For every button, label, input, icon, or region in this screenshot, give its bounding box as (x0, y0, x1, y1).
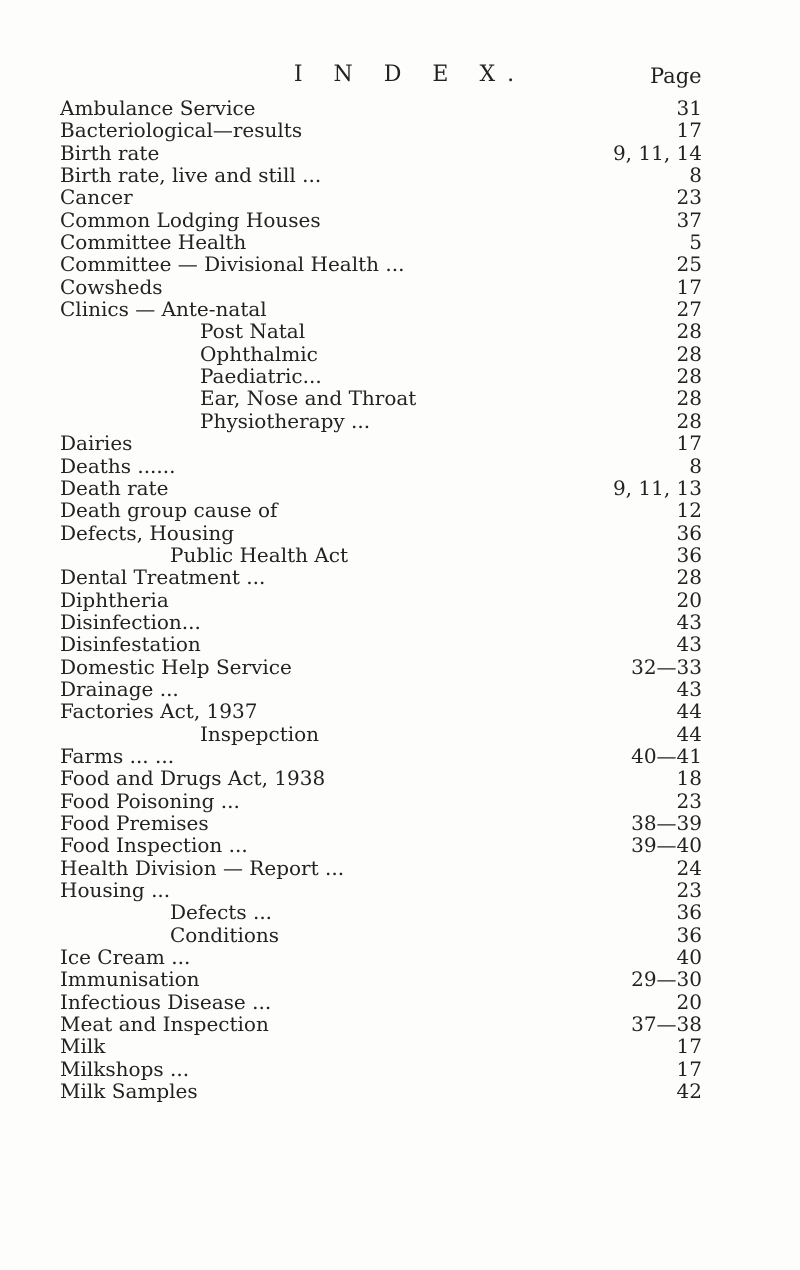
entry-label: Birth rate, live and still ... (60, 163, 322, 188)
entry-page-number: 39—40 (631, 833, 702, 858)
index-entry (60, 320, 710, 342)
entry-label: Milkshops ... (60, 1056, 190, 1081)
entry-label: Committee Health (60, 230, 247, 255)
index-entry (60, 991, 710, 1013)
entry-page-number: 17 (676, 274, 702, 299)
index-title: I N D E X. (293, 62, 527, 87)
index-entry (60, 410, 710, 432)
entry-label: Farms ... ... (60, 743, 175, 768)
entry-page-number: 40—41 (631, 743, 702, 768)
index-entry (60, 142, 710, 164)
index-entry (60, 276, 710, 298)
entry-label: Ambulance Service (60, 96, 256, 120)
entry-page-number: 20 (676, 989, 702, 1014)
entry-page-number: 32—33 (631, 654, 702, 679)
index-entry (60, 968, 710, 990)
entry-label: Housing ... (60, 878, 171, 903)
entry-label: Death rate (60, 475, 169, 500)
entry-page-number: 12 (676, 498, 702, 523)
entry-page-number: 28 (676, 386, 702, 411)
entry-page-number: 38—39 (631, 811, 702, 835)
index-entry (60, 812, 710, 834)
index-entry (60, 164, 710, 186)
index-entry (60, 544, 710, 566)
entry-label: Committee — Divisional Health ... (60, 252, 405, 277)
entry-page-number: 5 (689, 230, 702, 255)
entry-label: Conditions (170, 922, 280, 947)
entry-label: Post Natal (200, 319, 306, 344)
index-entry (60, 1035, 710, 1057)
index-entry (60, 1013, 710, 1035)
entry-label: Dental Treatment ... (60, 565, 266, 590)
entry-label: Drainage ... (60, 676, 179, 701)
index-entry (60, 767, 710, 789)
entry-label: Inspepction (200, 721, 320, 746)
entry-label: Cancer (60, 185, 133, 210)
page-column-heading: Page (650, 64, 702, 88)
index-entry (60, 1058, 710, 1080)
entry-page-number: 36 (676, 900, 702, 925)
entry-label: Death group cause of (60, 498, 278, 523)
entry-page-number: 43 (676, 676, 702, 701)
entry-label: Food Poisoning ... (60, 788, 240, 813)
entry-page-number: 40 (676, 945, 702, 970)
entry-page-number: 31 (676, 96, 702, 120)
entry-label: Ear, Nose and Throat (200, 386, 417, 411)
entry-page-number: 25 (676, 252, 702, 277)
entry-page-number: 9, 11, 13 (612, 475, 702, 500)
entry-page-number: 43 (676, 609, 702, 634)
index-entry (60, 387, 710, 409)
entry-page-number: 17 (676, 1034, 702, 1059)
index-entry (60, 365, 710, 387)
entry-label: Bacteriological—results (60, 118, 303, 143)
index-entry (60, 119, 710, 141)
entry-label: Birth rate (60, 140, 160, 165)
index-entry (60, 522, 710, 544)
index-entry (60, 946, 710, 968)
entry-label: Deaths ...... (60, 453, 176, 478)
index-entry (60, 656, 710, 678)
entry-page-number: 28 (676, 565, 702, 590)
entry-page-number: 27 (676, 297, 702, 322)
entry-page-number: 42 (676, 1079, 702, 1104)
entry-label: Health Division — Report ... (60, 855, 345, 880)
entry-label: Dairies (60, 431, 133, 456)
index-entry (60, 879, 710, 901)
entry-label: Meat and Inspection (60, 1012, 269, 1037)
index-entry (60, 1080, 710, 1102)
entry-label: Domestic Help Service (60, 654, 292, 679)
index-entry (60, 745, 710, 767)
entry-page-number: 9, 11, 14 (612, 140, 702, 165)
entry-label: Disinfestation (60, 632, 201, 657)
index-entry (60, 343, 710, 365)
entry-page-number: 8 (689, 163, 702, 188)
index-entry (60, 97, 710, 119)
index-entry (60, 723, 710, 745)
entry-label: Milk (60, 1034, 106, 1059)
entry-page-number: 23 (676, 185, 702, 210)
index-entry (60, 455, 710, 477)
entry-label: Factories Act, 1937 (60, 699, 258, 724)
entry-label: Food Premises (60, 811, 209, 835)
entry-page-number: 36 (676, 542, 702, 567)
entry-label: Paediatric... (200, 364, 322, 389)
entry-page-number: 36 (676, 922, 702, 947)
entry-page-number: 36 (676, 520, 702, 545)
entry-page-number: 28 (676, 319, 702, 344)
entry-page-number: 37—38 (631, 1012, 702, 1037)
entry-page-number: 43 (676, 632, 702, 657)
entry-page-number: 28 (676, 341, 702, 366)
entry-page-number: 29—30 (631, 967, 702, 992)
index-entry (60, 432, 710, 454)
index-entry (60, 231, 710, 253)
entry-page-number: 17 (676, 118, 702, 143)
index-entry (60, 790, 710, 812)
index-entry (60, 901, 710, 923)
index-list (60, 97, 710, 1102)
entry-label: Food and Drugs Act, 1938 (60, 766, 326, 791)
index-entry (60, 477, 710, 499)
index-entry (60, 924, 710, 946)
entry-label: Immunisation (60, 967, 200, 992)
entry-label: Disinfection... (60, 609, 201, 634)
entry-label: Clinics — Ante-natal (60, 297, 267, 322)
index-entry (60, 834, 710, 856)
entry-label: Cowsheds (60, 274, 163, 299)
entry-label: Defects ... (170, 900, 273, 925)
entry-page-number: 8 (689, 453, 702, 478)
index-entry (60, 700, 710, 722)
entry-page-number: 17 (676, 1056, 702, 1081)
entry-label: Food Inspection ... (60, 833, 248, 858)
entry-page-number: 20 (676, 587, 702, 612)
entry-page-number: 44 (676, 699, 702, 724)
index-entry (60, 186, 710, 208)
entry-label: Public Health Act (170, 542, 349, 567)
entry-label: Common Lodging Houses (60, 207, 321, 232)
entry-label: Diphtheria (60, 587, 169, 612)
index-entry (60, 566, 710, 588)
index-entry (60, 589, 710, 611)
entry-page-number: 23 (676, 878, 702, 903)
entry-label: Milk Samples (60, 1079, 198, 1104)
index-entry (60, 678, 710, 700)
entry-page-number: 28 (676, 364, 702, 389)
entry-page-number: 44 (676, 721, 702, 746)
entry-page-number: 37 (676, 207, 702, 232)
index-entry (60, 209, 710, 231)
entry-page-number: 28 (676, 408, 702, 433)
entry-label: Defects, Housing (60, 520, 235, 545)
index-entry (60, 633, 710, 655)
entry-label: Physiotherapy ... (200, 408, 371, 433)
entry-page-number: 18 (676, 766, 702, 791)
entry-label: Ice Cream ... (60, 945, 191, 970)
index-entry (60, 611, 710, 633)
entry-page-number: 17 (676, 431, 702, 456)
entry-label: Infectious Disease ... (60, 989, 272, 1014)
entry-page-number: 23 (676, 788, 702, 813)
entry-page-number: 24 (676, 855, 702, 880)
index-entry (60, 857, 710, 879)
entry-label: Ophthalmic (200, 341, 318, 366)
index-entry (60, 298, 710, 320)
index-entry (60, 499, 710, 521)
index-entry (60, 253, 710, 275)
